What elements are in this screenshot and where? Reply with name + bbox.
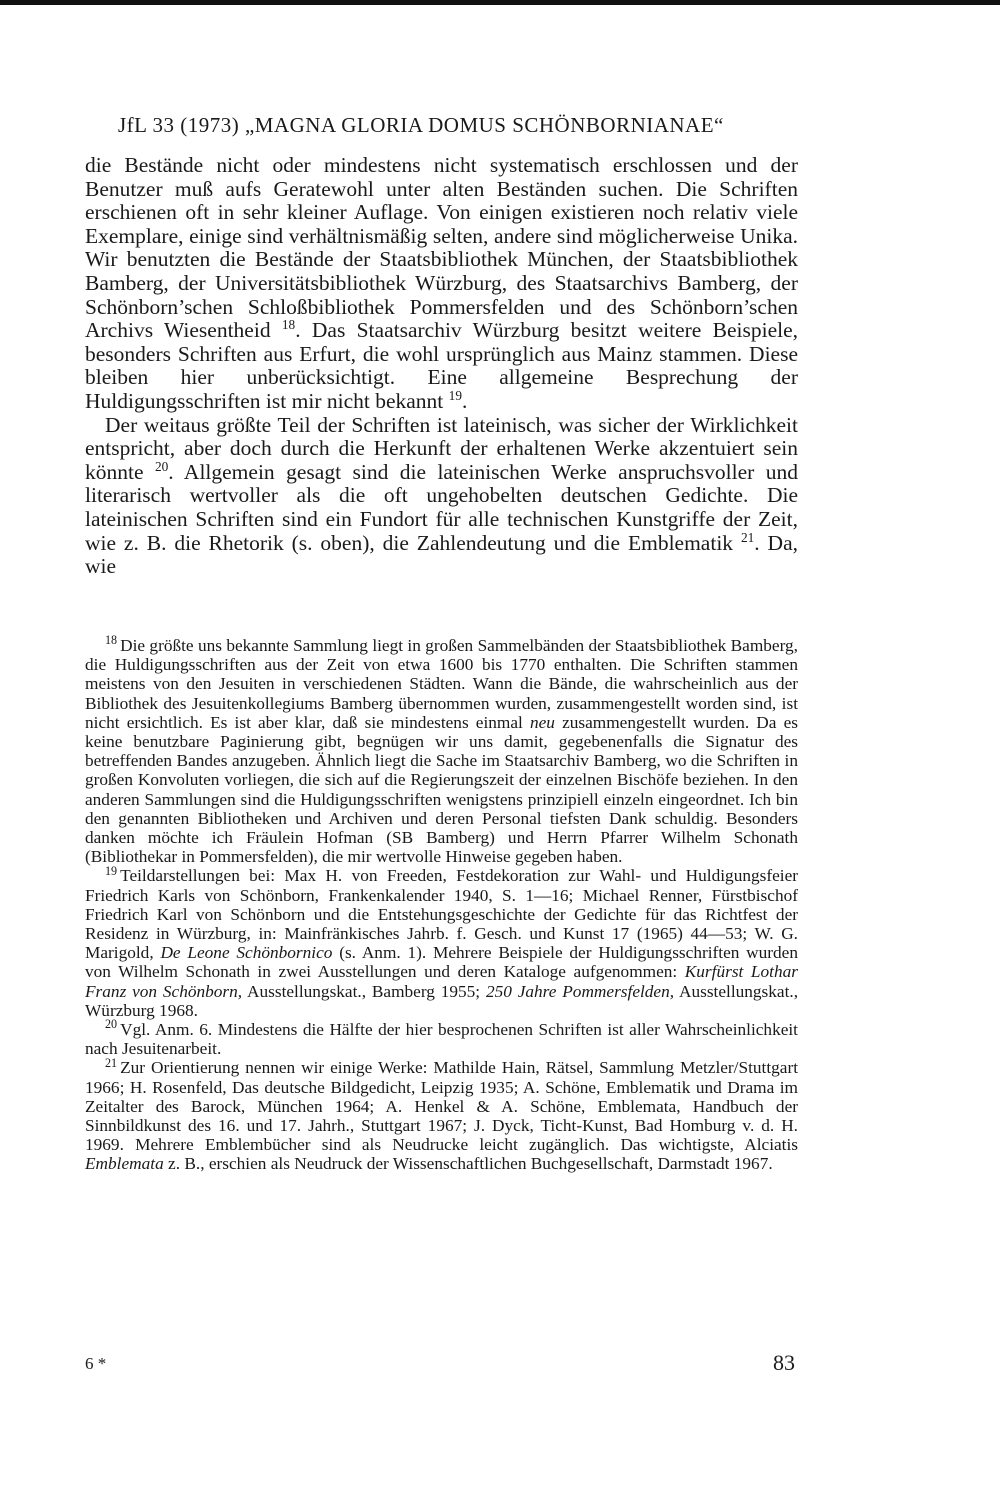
text-run: . Da, wie (85, 530, 798, 579)
footnote-20 (85, 1017, 798, 1059)
footnote-emphasis: Emblemata (85, 1154, 164, 1174)
top-border-rule (0, 0, 1000, 5)
footnote-text: Vgl. Anm. 6. Mindestens die Hälfte der hier besprochenen Schriften ist aller Wahrscheinlichkeit nach Jesuitenarbeit. (85, 1020, 798, 1059)
footnote-emphasis: 250 Jahre Pommersfelden, (485, 981, 675, 1001)
footnote-ref-20: 20 (154, 458, 169, 474)
text-run: Der weitaus größte Teil der Schriften ist lateinisch, was sicher der Wirklichkeit entspricht, aber doch durch die Herkunft der erhaltenen Werke akzentuiert sein könnte (85, 412, 798, 484)
signature-mark: 6 * (85, 1354, 107, 1373)
page-number: 83 (773, 1350, 795, 1375)
text-run: . (461, 388, 468, 413)
footnote-text: Ausstellungskat., Bamberg 1955; (247, 981, 481, 1001)
paragraph (85, 414, 798, 579)
footnote-emphasis: De Leone Schönbornico (160, 943, 333, 963)
footnotes (85, 633, 799, 1174)
footnote-text: zusammengestellt wurden. Da es keine benutzbare Paginierung gibt, begnügen wir uns damit, gegebenenfalls die Signatur des betreffenden Bandes anzugeben. Ähnlich liegt die Sache im Staatsarchiv Bamberg, wo die Schriften in großen Konvoluten vorliegen, die sich auf die Regierungszeit der einzelnen Bischöfe beziehen. In den anderen Sammlungen sind die Huldigungsschriften wenigstens prinzipiell einzeln eingeordnet. Ich bin den genannten Bibliotheken und Archiven und deren Personal tiefsten Dank schuldig. Besonders danken möchte ich Fräulein Hofman (SB Bamberg) und Herrn Pfarrer Wilhelm Schonath (Bibliothekar in Pommersfelden), die mir wertvolle Hinweise gegeben haben. (85, 712, 798, 867)
footnote-number: 20 (105, 1017, 118, 1032)
footnote-emphasis: Kurfürst Lothar Franz von Schönborn, (85, 962, 798, 1001)
main-text (85, 154, 798, 579)
footnote-ref-18: 18 (281, 317, 296, 332)
footnote-19 (85, 863, 799, 1020)
running-head: JfL 33 (1973) „MAGNA GLORIA DOMUS SCHÖNBORNIANAE“ (118, 113, 724, 137)
footnote-number: 18 (105, 633, 118, 648)
footnote-number: 19 (105, 863, 118, 878)
footnote-21 (85, 1055, 798, 1174)
text-run: . Das Staatsarchiv Würzburg besitzt weitere Beispiele, besonders Schriften aus Erfurt, die wohl ursprünglich aus Mainz stammen. Diese bleiben hier unberücksichtigt. Eine allgemeine Besprechung der Huldigungsschriften ist mir nicht bekannt (85, 318, 799, 413)
footnote-text: (s. Anm. 1). Mehrere Beispiele der Huldigungsschriften wurden von Wilhelm Schonath in zwei Ausstellungen und deren Kataloge aufgenommen: (85, 943, 798, 982)
footnote-18 (85, 633, 798, 867)
footnote-ref-19: 19 (448, 387, 462, 403)
text-run: die Bestände nicht oder mindestens nicht systematisch erschlossen und der Benutzer muß aufs Geratewohl unter alten Beständen suchen. Die Schriften erschienen oft in sehr kleiner Auflage. Von einigen existieren noch relativ viele Exemplare, einige sind verhältnismäßig selten, andere sind möglicherweise Unika. Wir benutzten die Bestände der Staatsbibliothek München, der Staatsbibliothek Bamberg, der Universitätsbibliothek Würzburg, des Staatsarchivs Bamberg, der Schönborn’schen Schloßbibliothek Pommersfelden und des Schönborn’schen Archivs Wiesentheid (85, 153, 798, 343)
footnote-number: 21 (105, 1055, 118, 1070)
footnote-text: Teildarstellungen bei: Max H. von Freeden, Festdekoration zur Wahl- und Huldigungsfeier Friedrich Karls von Schönborn, Frankenkalender 1940, S. 1—16; Michael Renner, Fürstbischof Friedrich Karl von Schönborn und die Entstehungsgeschichte der Gedichte für das Richtfest der Residenz in Würzburg, in: Mainfränkisches Jahrb. f. Gesch. und Kunst 17 (1965) 44—53; W. G. Marigold, (85, 866, 798, 963)
text-run: . Allgemein gesagt sind die lateinischen Werke anspruchsvoller und literarisch wertvoller als die oft ungehobelten deutschen Gedichte. Die lateinischen Schriften sind ein Fundort für alle technischen Kunstgriffe der Zeit, wie z. B. die Rhetorik (s. oben), die Zahlendeutung und die Emblematik (85, 459, 798, 555)
footnote-text: Ausstellungskat., Würzburg 1968. (85, 981, 799, 1020)
footnote-emphasis: neu (529, 712, 555, 732)
footnote-ref-21: 21 (740, 529, 755, 545)
footnote-text: z. B., erschien als Neudruck der Wissenschaftlichen Buchgesellschaft, Darmstadt 1967. (168, 1154, 773, 1174)
footnote-text: Die größte uns bekannte Sammlung liegt in großen Sammelbänden der Staatsbibliothek Bamberg, die Huldigungsschriften aus der Zeit von etwa 1600 bis 1770 enthalten. Die Schriften stammen meistens von den Jesuiten in verschiedenen Städten. Wann die Bände, die wahrscheinlich aus der Bibliothek des Jesuitenkollegiums Bamberg übernommen wurden, zusammengestellt worden sind, ist nicht ersichtlich. Es ist aber klar, daß sie mindestens einmal (85, 636, 798, 732)
paragraph (85, 154, 798, 414)
footnote-text: Zur Orientierung nennen wir einige Werke: Mathilde Hain, Rätsel, Sammlung Metzler/Stuttgart 1966; H. Rosenfeld, Das deutsche Bildgedicht, Leipzig 1935; A. Schöne, Emblematik und Drama im Zeitalter des Barock, München 1964; A. Henkel & A. Schöne, Emblemata, Handbuch der Sinnbildkunst des 16. und 17. Jahrh., Stuttgart 1967; J. Dyck, Ticht-Kunst, Bad Homburg v. d. H. 1969. Mehrere Emblembücher sind als Neudrucke leicht zugänglich. Das wichtigste, Alciatis (85, 1058, 798, 1155)
